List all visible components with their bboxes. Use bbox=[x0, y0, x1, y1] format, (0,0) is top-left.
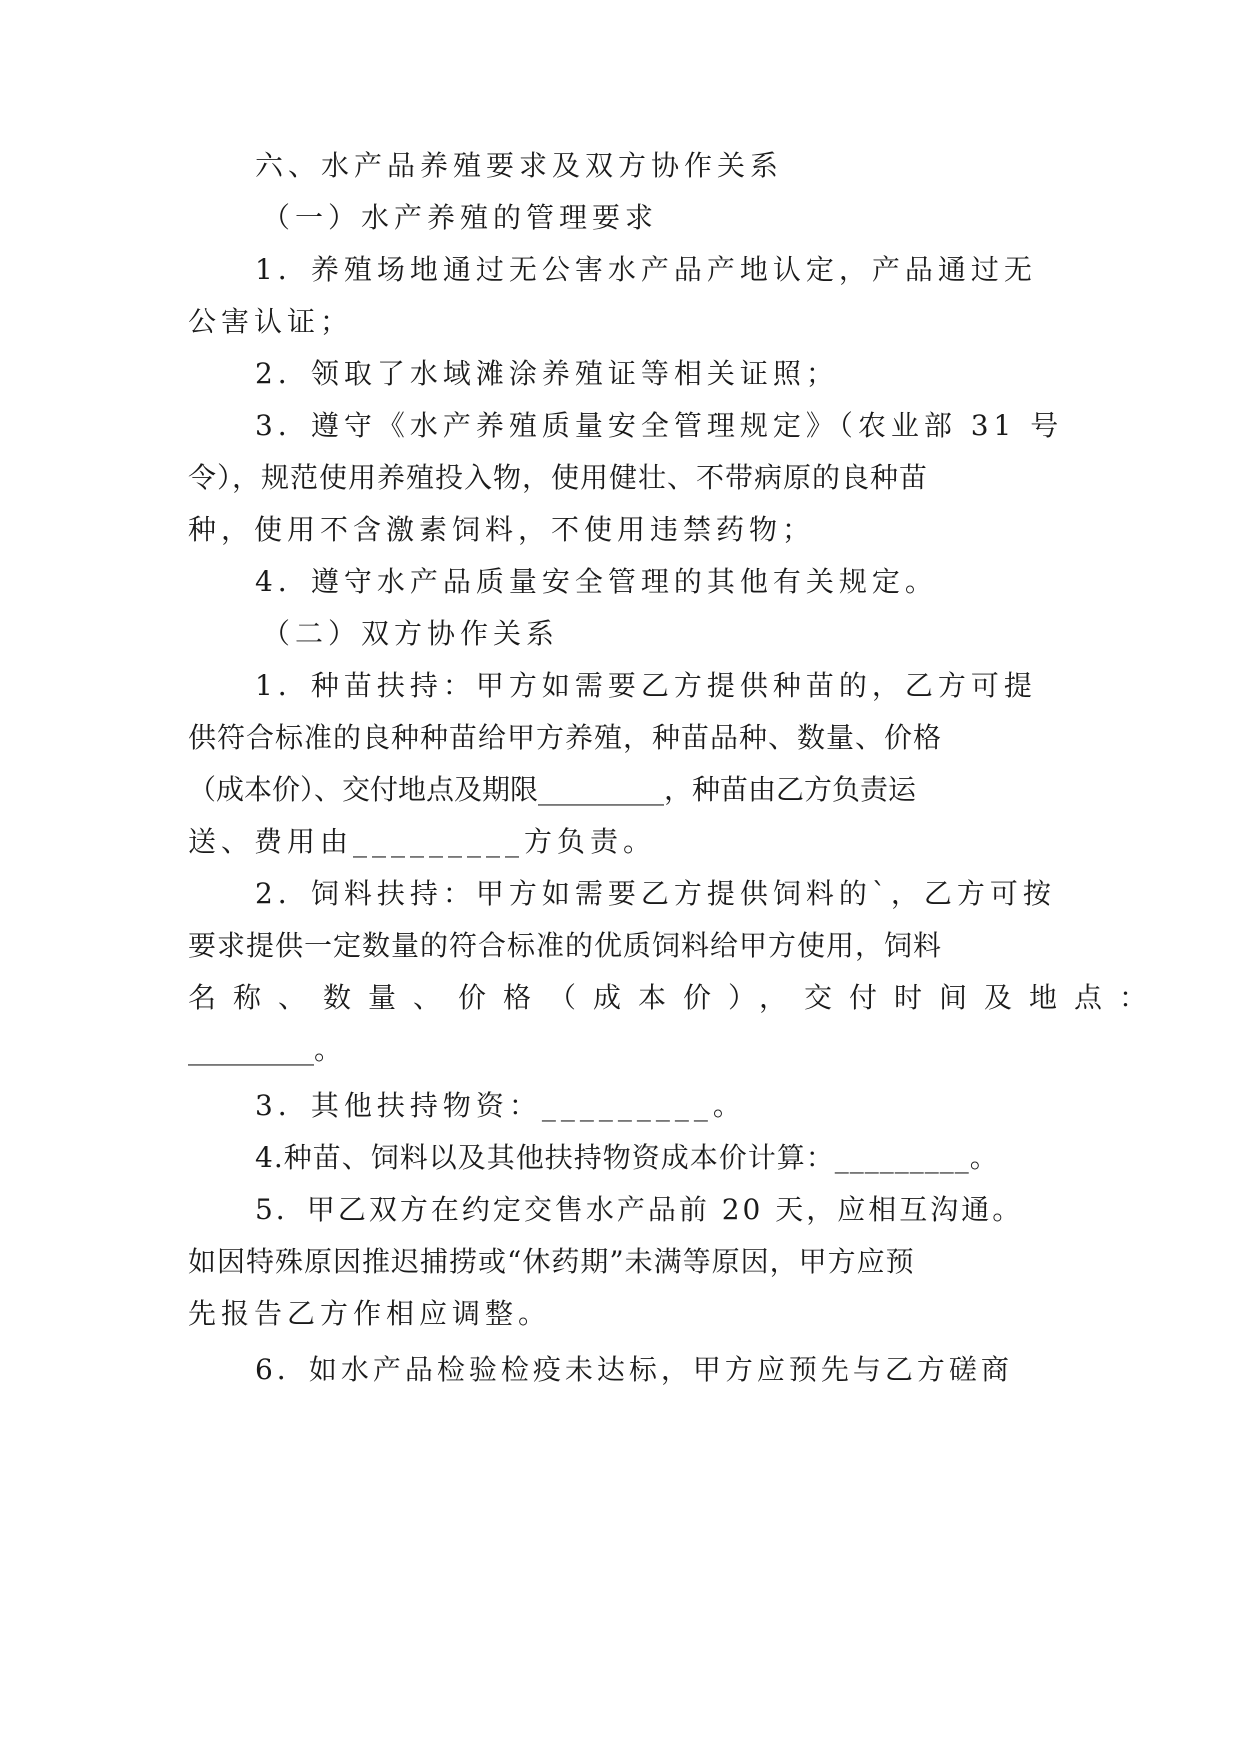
paragraph-line: 送、费用由_________方负责。 bbox=[188, 825, 657, 858]
paragraph-line: 2．领取了水域滩涂养殖证等相关证照； bbox=[255, 357, 839, 390]
subsection-heading: （二）双方协作关系 bbox=[262, 617, 560, 650]
paragraph-line: 1．养殖场地通过无公害水产品产地认定，产品通过无 bbox=[255, 253, 1037, 286]
paragraph-line: 先报告乙方作相应调整。 bbox=[188, 1297, 552, 1330]
paragraph-line: 4．遵守水产品质量安全管理的其他有关规定。 bbox=[255, 565, 938, 598]
paragraph-line: 令），规范使用养殖投入物，使用健壮、不带病原的良种苗 bbox=[188, 461, 929, 494]
paragraph-line: 如因特殊原因推迟捕捞或“休药期”未满等原因，甲方应预 bbox=[188, 1245, 915, 1278]
paragraph-line: 3．其他扶持物资：_________。 bbox=[255, 1089, 746, 1122]
paragraph-line: 4.种苗、饲料以及其他扶持物资成本价计算：_________。 bbox=[255, 1141, 999, 1174]
paragraph-line: 公害认证； bbox=[188, 305, 354, 338]
paragraph-line: 名称、数量、价格（成本价），交付时间及地点： bbox=[188, 981, 1165, 1014]
paragraph-line: _________。 bbox=[188, 1033, 343, 1066]
paragraph-line: 1．种苗扶持：甲方如需要乙方提供种苗的，乙方可提 bbox=[255, 669, 1037, 702]
paragraph-line: 种，使用不含激素饲料，不使用违禁药物； bbox=[188, 513, 816, 546]
paragraph-line: 要求提供一定数量的符合标准的优质饲料给甲方使用，饲料 bbox=[188, 929, 943, 962]
paragraph-line: （成本价）、交付地点及期限_________，种苗由乙方负责运 bbox=[188, 773, 917, 806]
paragraph-line: 5．甲乙双方在约定交售水产品前 20 天，应相互沟通。 bbox=[255, 1193, 1024, 1226]
paragraph-line: 3．遵守《水产养殖质量安全管理规定》（农业部 31 号 bbox=[255, 409, 1064, 442]
section-heading: 六、水产品养殖要求及双方协作关系 bbox=[255, 149, 784, 182]
subsection-heading: （一）水产养殖的管理要求 bbox=[262, 201, 659, 234]
paragraph-line: 6．如水产品检验检疫未达标，甲方应预先与乙方磋商 bbox=[255, 1353, 1013, 1386]
paragraph-line: 2．饲料扶持：甲方如需要乙方提供饲料的`，乙方可按 bbox=[255, 877, 1056, 910]
paragraph-line: 供符合标准的良种种苗给甲方养殖，种苗品种、数量、价格 bbox=[188, 721, 943, 754]
